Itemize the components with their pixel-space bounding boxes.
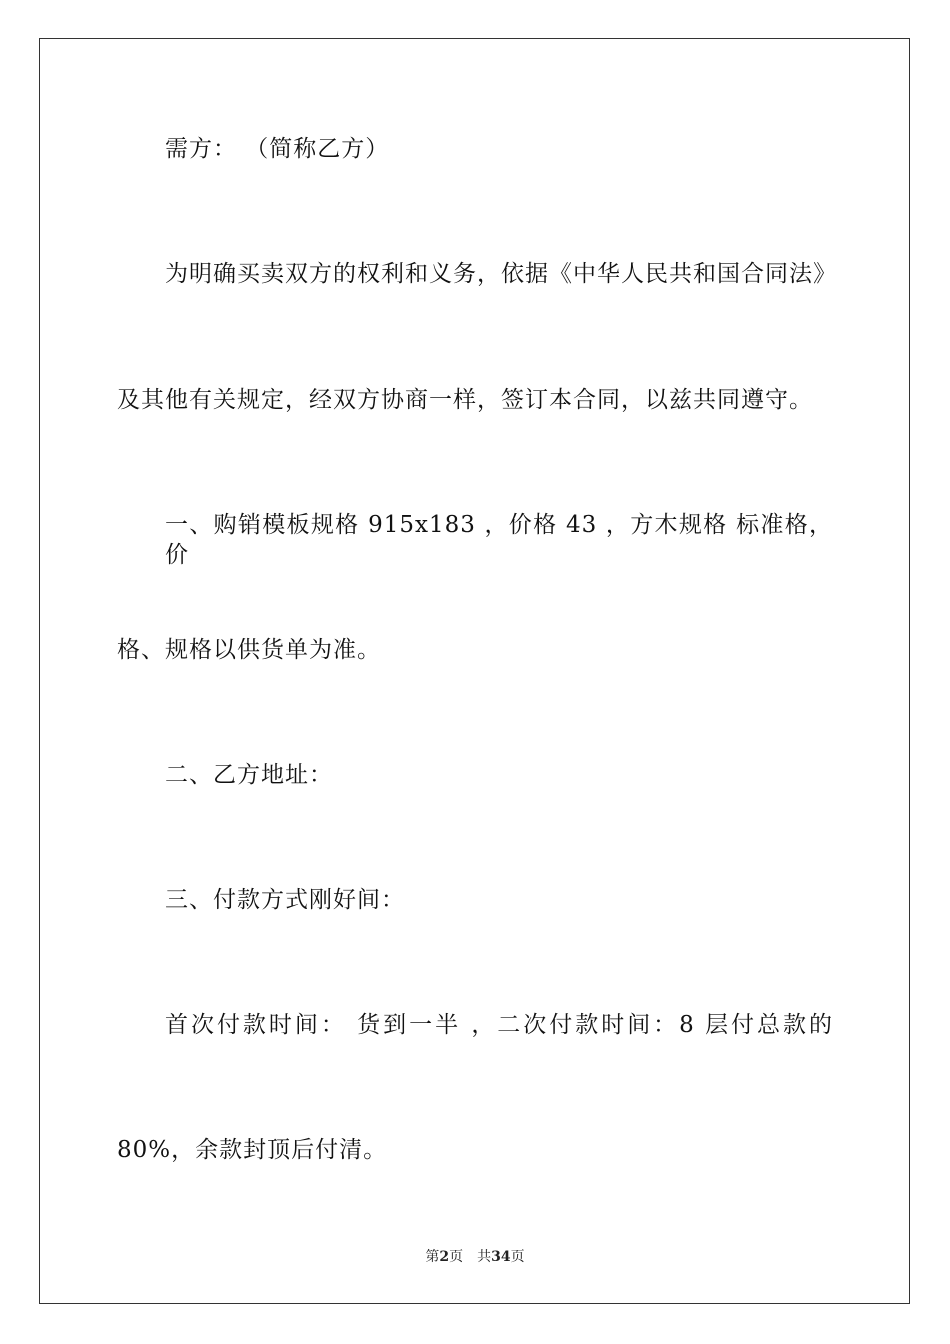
footer-page-suffix: 页 <box>449 1249 464 1265</box>
page-border <box>39 38 910 1304</box>
intro-line-1: 为明确买卖双方的权利和义务，依据《中华人民共和国合同法》 <box>165 261 837 287</box>
footer-total-suffix: 页 <box>510 1249 525 1265</box>
clause-1-line-2: 格、规格以供货单为准。 <box>117 637 381 663</box>
page-footer <box>0 1248 950 1266</box>
payment-line-1: 首次付款时间： 货到一半 ，二次付款时间：8 层付总款的 <box>165 1012 833 1038</box>
footer-total-pages: 34 <box>491 1249 511 1265</box>
footer-page-prefix: 第 <box>425 1249 440 1265</box>
clause-1-line-1: 一、购销模板规格 915x183 ，价格 43 ，方木规格 标准格，价 <box>165 512 833 568</box>
intro-line-2: 及其他有关规定，经双方协商一样，签订本合同，以兹共同遵守。 <box>117 387 813 413</box>
footer-total-prefix: 共 <box>477 1249 492 1265</box>
buyer-line: 需方： （简称乙方） <box>165 136 390 162</box>
footer-page-number: 2 <box>439 1249 450 1265</box>
clause-3-line: 三、付款方式刚好间： <box>165 887 405 913</box>
payment-line-2: 80%，余款封顶后付清。 <box>117 1137 388 1163</box>
clause-2-line: 二、乙方地址： <box>165 762 333 788</box>
